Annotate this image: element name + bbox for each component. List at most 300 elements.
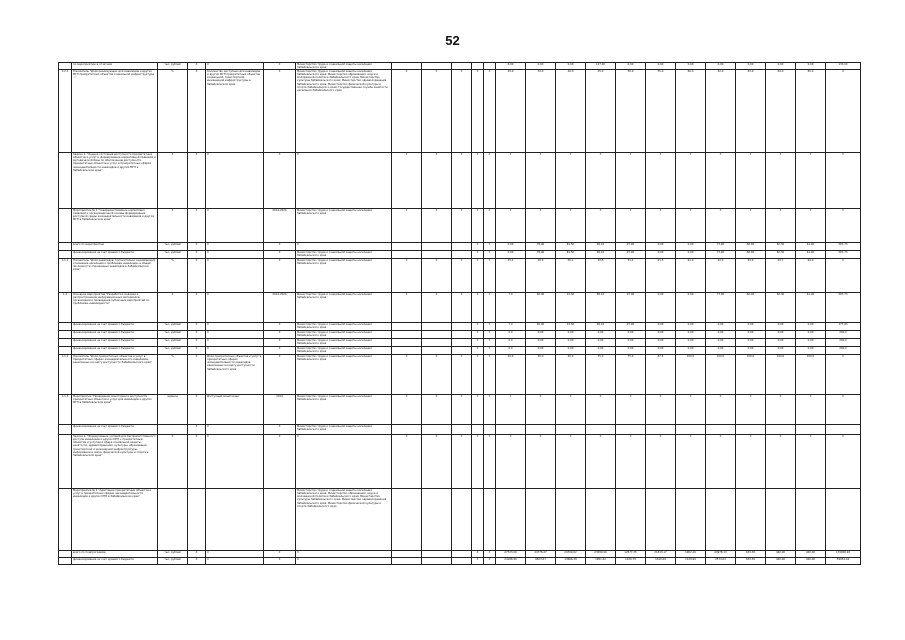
table-cell: X xyxy=(188,323,206,331)
table-cell: Министерство труда и социальной защиты населения Забайкальского края xyxy=(296,425,392,435)
table-cell: X xyxy=(206,435,264,489)
table-cell: Показатель "Доля инвалидов, положительно оценивающих отношение населения к проблемам инвалидов, в общей численности опрошенных инвалидов в Забайкальском крае" xyxy=(72,259,158,293)
table-row xyxy=(59,355,861,395)
table-row xyxy=(59,153,861,209)
table-cell: X xyxy=(616,395,646,425)
table-cell xyxy=(676,425,706,435)
table-cell: 81,50 xyxy=(556,243,586,251)
table-cell: 0,00 xyxy=(616,63,646,70)
table-cell: X xyxy=(766,395,796,425)
table-cell: Задача 2. "Формирование условий для беспрепятственного доступа инвалидов и других МГН к приоритетным объектам и услугам в сфере социальной защиты, занятости, здравоохранения, культуры, образования, транспортной и инженерной инфраструктуры, информации и связи, физической культуры и спорта в Забайкальском крае" xyxy=(72,435,158,489)
table-cell: 0,00 xyxy=(706,63,736,70)
table-cell: X xyxy=(296,153,392,209)
table-cell xyxy=(452,243,472,251)
table-cell xyxy=(392,323,422,331)
table-cell xyxy=(736,425,766,435)
table-cell: X xyxy=(556,209,586,243)
table-cell: X xyxy=(646,435,676,489)
table-cell: 0,00 xyxy=(556,63,586,70)
table-cell: X xyxy=(796,153,826,209)
table-cell: X xyxy=(766,209,796,243)
table-cell: X xyxy=(422,153,452,209)
table-cell: X xyxy=(188,558,206,565)
table-cell xyxy=(496,489,526,551)
table-cell xyxy=(484,425,496,435)
table-cell: 45,2 xyxy=(496,259,526,293)
table-cell: 440,00 xyxy=(766,558,796,565)
table-cell: 73,90 xyxy=(706,243,736,251)
table-cell: X xyxy=(586,435,616,489)
table-cell xyxy=(472,489,484,551)
table-cell xyxy=(422,558,452,565)
table-cell: 0,00 xyxy=(736,63,766,70)
table-cell: X xyxy=(264,259,296,293)
table-cell: X xyxy=(484,153,496,209)
table-cell: 633,30 xyxy=(736,558,766,565)
table-cell: Мероприятие "Проведение мониторинга доступности приоритетных объектов и услуг для инвалидов и других МГН в Забайкальском крае" xyxy=(72,395,158,425)
table-cell: % xyxy=(158,70,188,153)
table-cell: % xyxy=(158,355,188,395)
table-cell: X xyxy=(556,435,586,489)
table-cell: 60,30 xyxy=(766,251,796,259)
table-cell: X xyxy=(706,395,736,425)
table-cell: 81,50 xyxy=(556,251,586,259)
table-cell: X xyxy=(206,347,264,355)
table-cell: 73,90 xyxy=(706,251,736,259)
table-cell: X xyxy=(472,331,484,339)
table-cell: 60,40 xyxy=(736,293,766,323)
table-cell: 440,00 xyxy=(766,551,796,558)
table-cell: X xyxy=(484,259,496,293)
table-cell: X xyxy=(188,331,206,339)
table-cell: 0,00 xyxy=(496,243,526,251)
table-cell: X xyxy=(496,153,526,209)
table-cell: 50,0 xyxy=(616,70,646,153)
table-cell: 0,00 xyxy=(796,339,826,347)
table-cell: % xyxy=(158,259,188,293)
table-cell: X xyxy=(422,259,452,293)
table-cell: X xyxy=(264,347,296,355)
table-cell: X xyxy=(472,70,484,153)
table-cell: 27723,09 xyxy=(496,551,526,558)
table-cell: 63,0 xyxy=(736,70,766,153)
table-cell: 587,73 xyxy=(826,293,861,323)
table-cell xyxy=(484,489,496,551)
table-cell: 0,00 xyxy=(676,347,706,355)
table-cell: 63,7 xyxy=(766,259,796,293)
table-cell: тыс. рублей xyxy=(158,347,188,355)
table-cell xyxy=(586,425,616,435)
table-cell: 97,00 xyxy=(616,293,646,323)
table-cell xyxy=(452,347,472,355)
table-cell: 0,00 xyxy=(646,243,676,251)
table-cell: 1981,42 xyxy=(586,558,616,565)
table-cell xyxy=(392,551,422,558)
table-cell: 1.1.3 xyxy=(59,395,72,425)
table-cell xyxy=(452,323,472,331)
table-cell: 0,00 xyxy=(646,323,676,331)
table-cell: X xyxy=(796,209,826,243)
table-cell xyxy=(59,323,72,331)
table-cell: X xyxy=(484,558,496,565)
table-row xyxy=(59,259,861,293)
table-cell: финансирование за счет краевого бюджета xyxy=(72,347,158,355)
table-cell: X xyxy=(188,395,206,425)
table-cell: X xyxy=(264,331,296,339)
table-cell: Количество доступных для инвалидов и других МГН приоритетных объектов социальной, транспортной, инженерной инфраструктуры в Забайкальском крае xyxy=(206,70,264,153)
table-cell: 2014-2020 xyxy=(264,293,296,323)
table-cell: 65,0 xyxy=(796,70,826,153)
table-cell: X xyxy=(484,70,496,153)
table-cell: 1.1.1 xyxy=(59,259,72,293)
table-cell xyxy=(766,425,796,435)
table-cell: 55,0 xyxy=(646,70,676,153)
table-cell: тыс. рублей xyxy=(158,251,188,259)
table-cell: 0,00 xyxy=(526,347,556,355)
table-cell xyxy=(59,558,72,565)
table-cell: X xyxy=(422,435,452,489)
table-cell xyxy=(392,243,422,251)
table-cell: 63,0 xyxy=(736,259,766,293)
table-cell: финансирование за счет краевого бюджета xyxy=(72,558,158,565)
table-cell: X xyxy=(264,435,296,489)
table-cell: Мероприятие № 1 "Совершенствование нормативно-правовой и организационной основы формирования доступной среды жизнедеятельности инвалидов и других МГН в Забайкальском крае" xyxy=(72,209,158,243)
table-cell xyxy=(422,551,452,558)
table-cell: 61,20 xyxy=(796,243,826,251)
table-cell: Министерство труда и социальной защиты населения Забайкальского края xyxy=(296,209,392,243)
table-cell: 29,0 xyxy=(496,70,526,153)
table-cell: X xyxy=(188,425,206,435)
table-cell: X xyxy=(452,293,472,323)
table-cell xyxy=(484,63,496,70)
table-cell: тыс. рублей xyxy=(158,331,188,339)
table-cell: 22,50 xyxy=(556,323,586,331)
table-cell: X xyxy=(616,153,646,209)
table-cell: X xyxy=(188,339,206,347)
table-cell: X xyxy=(296,551,392,558)
table-cell: X xyxy=(264,355,296,395)
table-cell xyxy=(452,558,472,565)
table-cell: X xyxy=(392,209,422,243)
table-cell: 2014-2020 xyxy=(264,209,296,243)
table-cell: 86,43 xyxy=(586,323,616,331)
table-cell xyxy=(826,489,861,551)
table-cell: 0,00 xyxy=(676,63,706,70)
table-cell: X xyxy=(452,153,472,209)
table-cell: X xyxy=(736,153,766,209)
table-cell: X xyxy=(206,251,264,259)
table-cell: X xyxy=(826,259,861,293)
table-cell xyxy=(706,489,736,551)
table-cell: X xyxy=(158,209,188,243)
table-cell: 440,00 xyxy=(796,551,826,558)
table-cell: 0,00 xyxy=(616,339,646,347)
table-cell xyxy=(452,339,472,347)
table-cell: X xyxy=(646,153,676,209)
table-cell: Основное мероприятие "Разработка, издание и распространение информационных материалов, организация и проведение публичных мероприятий по проблемам инвалидности" xyxy=(72,293,158,323)
table-cell xyxy=(676,489,706,551)
table-cell xyxy=(158,489,188,551)
table-cell: 1616,40 xyxy=(646,558,676,565)
table-cell: 9823,27 xyxy=(526,558,556,565)
table-cell xyxy=(586,489,616,551)
table-cell: X xyxy=(526,395,556,425)
table-cell: 0,00 xyxy=(706,339,736,347)
table-cell: X xyxy=(264,70,296,153)
table-cell: 0,00 xyxy=(586,331,616,339)
table-cell: X xyxy=(526,435,556,489)
table-cell: 60,00 xyxy=(526,293,556,323)
table-cell: 0,00 xyxy=(676,293,706,323)
table-cell: 86,43 xyxy=(586,251,616,259)
table-cell xyxy=(59,347,72,355)
table-cell: 49,0 xyxy=(526,259,556,293)
table-cell: X xyxy=(586,153,616,209)
table-cell xyxy=(472,425,484,435)
table-cell xyxy=(452,551,472,558)
table-cell: 179006,94 xyxy=(826,551,861,558)
table-cell: X xyxy=(736,395,766,425)
table-cell: X xyxy=(422,70,452,153)
table-cell: X xyxy=(188,153,206,209)
table-cell xyxy=(452,489,472,551)
table-cell: 177,93 xyxy=(826,323,861,331)
table-cell: 0,00 xyxy=(796,323,826,331)
table-cell: 0,00 xyxy=(706,323,736,331)
table-cell: 0,00 xyxy=(526,331,556,339)
table-cell: 0,00 xyxy=(676,331,706,339)
table-cell xyxy=(796,489,826,551)
table-cell: X xyxy=(206,259,264,293)
table-cell xyxy=(766,489,796,551)
table-cell: 21813,17 xyxy=(646,551,676,558)
table-cell: X xyxy=(392,395,422,425)
table-cell xyxy=(706,425,736,435)
table-cell: 0,00 xyxy=(676,339,706,347)
table-cell: 0,00 xyxy=(766,331,796,339)
table-row xyxy=(59,63,861,70)
table-cell: X xyxy=(188,70,206,153)
table-cell: Мероприятие № 1 "Адаптация приоритетных объектов и услуг в приоритетных сферах жизнедеятельности инвалидов и других МГН в Забайкальском крае" xyxy=(72,489,158,551)
table-cell xyxy=(392,347,422,355)
table-cell: X xyxy=(796,435,826,489)
table-cell xyxy=(392,558,422,565)
table-cell: X xyxy=(484,331,496,339)
table-cell: 45,0 xyxy=(556,355,586,395)
table-cell xyxy=(59,551,72,558)
table-cell: 97,00 xyxy=(616,251,646,259)
table-cell: X xyxy=(736,209,766,243)
table-cell xyxy=(59,425,72,435)
table-cell: Министерство труда и социальной защиты населения Забайкальского края xyxy=(296,355,392,395)
table-cell: 100,0 xyxy=(736,355,766,395)
table-cell: Министерство труда и социальной защиты населения Забайкальского края xyxy=(296,323,392,331)
table-cell xyxy=(646,489,676,551)
table-cell: 0,00 xyxy=(586,347,616,355)
table-cell: 78,00 xyxy=(526,251,556,259)
table-cell: X xyxy=(206,63,264,70)
table-cell: X xyxy=(206,331,264,339)
table-cell xyxy=(796,425,826,435)
table-cell: 40,0 xyxy=(556,70,586,153)
table-cell xyxy=(526,425,556,435)
table-cell: Министерство труда и социальной защиты населения Забайкальского края xyxy=(296,347,392,355)
table-cell: всего по мероприятию xyxy=(72,243,158,251)
table-cell: X xyxy=(484,339,496,347)
table-cell: X xyxy=(826,209,861,243)
table-cell: Показатель "Доля реализующих для инвалидов и других МГН приоритетных объектов социальной инфраструктуры ..." xyxy=(72,70,158,153)
table-cell: 24700,02 xyxy=(556,551,586,558)
table-cell: Министерство труда и социальной защиты населения Забайкальского края; Министерство образования, науки и молодежной политики Забайкальского края; Министерство культуры Забайкальского края; Министерство здравоохранения Забайкальского края; Министерство физической культуры и спорта Забайкальского края xyxy=(296,489,392,551)
table-cell: X xyxy=(826,435,861,489)
table-cell: 0,0 xyxy=(496,331,526,339)
table-cell: X xyxy=(392,153,422,209)
table-cell: 64,0 xyxy=(766,70,796,153)
table-cell: 440,00 xyxy=(796,558,826,565)
table-cell: 1129,90 xyxy=(676,558,706,565)
table-cell xyxy=(472,63,484,70)
table-cell xyxy=(392,63,422,70)
table-cell xyxy=(59,339,72,347)
table-cell: X xyxy=(422,209,452,243)
table-cell: X xyxy=(206,153,264,209)
table-cell: X xyxy=(472,209,484,243)
table-cell: 60,00 xyxy=(526,323,556,331)
table-cell xyxy=(392,339,422,347)
table-cell xyxy=(556,489,586,551)
table-cell: тыс. рублей xyxy=(158,551,188,558)
table-cell: X xyxy=(484,209,496,243)
table-cell: X xyxy=(188,63,206,70)
table-cell: 61,5 xyxy=(646,259,676,293)
table-cell: 0,00 xyxy=(796,331,826,339)
table-row xyxy=(59,323,861,331)
table-cell: 0,00 xyxy=(526,63,556,70)
table-cell: X xyxy=(484,551,496,558)
table-cell xyxy=(392,331,422,339)
table-cell: X xyxy=(206,293,264,323)
table-cell: 0,00 xyxy=(646,251,676,259)
table-cell: X xyxy=(206,425,264,435)
table-cell: Доступный мониторинг xyxy=(206,395,264,425)
table-cell: 0,00 xyxy=(676,243,706,251)
table-cell: 50,5 xyxy=(586,259,616,293)
table-cell: 1902,16 xyxy=(676,551,706,558)
table-cell: 0,00 xyxy=(706,347,736,355)
table-cell: 12577,35 xyxy=(616,551,646,558)
table-cell: X xyxy=(206,551,264,558)
table-cell: 97,00 xyxy=(616,323,646,331)
table-cell: 55,0 xyxy=(586,355,616,395)
table-cell: 0,00 xyxy=(766,339,796,347)
table-row xyxy=(59,395,861,425)
table-cell xyxy=(422,425,452,435)
table-cell: X xyxy=(206,558,264,565)
table-cell: X xyxy=(206,209,264,243)
table-cell: X xyxy=(676,153,706,209)
table-cell: Министерство труда и социальной защиты населения Забайкальского края xyxy=(296,251,392,259)
table-cell: единиц xyxy=(158,395,188,425)
table-cell: X xyxy=(392,259,422,293)
table-cell: X xyxy=(484,395,496,425)
table-cell xyxy=(646,425,676,435)
table-cell: 23589,90 xyxy=(586,551,616,558)
table-cell: X xyxy=(472,355,484,395)
table-cell: X xyxy=(646,209,676,243)
table-cell xyxy=(736,489,766,551)
table-cell: 200,0 xyxy=(826,331,861,339)
table-cell: 60,40 xyxy=(736,251,766,259)
table-cell: X xyxy=(676,395,706,425)
table-cell: Доля приоритетных объектов и услуг в приоритетных сферах жизнедеятельности инвалидов, нанесенных на карту доступности Забайкальского края xyxy=(206,355,264,395)
table-cell xyxy=(206,489,264,551)
table-row xyxy=(59,209,861,243)
table-cell: X xyxy=(296,558,392,565)
table-cell: 44778,27 xyxy=(526,551,556,558)
table-cell: X xyxy=(452,395,472,425)
table-cell xyxy=(392,489,422,551)
table-cell: 0,00 xyxy=(706,331,736,339)
table-cell: 127,00 xyxy=(586,63,616,70)
table-cell: Министерство труда и социальной защиты населения Забайкальского края xyxy=(296,331,392,339)
table-cell: 75,0 xyxy=(616,355,646,395)
table-cell xyxy=(59,489,72,551)
table-row xyxy=(59,425,861,435)
table-cell: 2.2.1 xyxy=(59,70,72,153)
table-cell: X xyxy=(206,323,264,331)
table-cell xyxy=(59,251,72,259)
table-cell: 0,00 xyxy=(646,347,676,355)
table-cell: 20978,13 xyxy=(706,551,736,558)
table-cell: 2014 xyxy=(264,395,296,425)
table-cell: 0,00 xyxy=(796,347,826,355)
table-cell: X xyxy=(646,395,676,425)
table-cell: 0,00 xyxy=(616,347,646,355)
table-cell: 7,0 xyxy=(496,293,526,323)
table-cell: 0,00 xyxy=(646,339,676,347)
table-cell: X xyxy=(188,551,206,558)
table-cell: Министерство труда и социальной защиты населения Забайкальского края; Министерство образования, науки и молодежной политики Забайкальского края; Министерство культуры Забайкальского края; Министерство здравоохранения Забайкальского края; Министерство физической культуры и спорта Забайкальского края; Государственная служба занятости населения Забайкальского края xyxy=(296,70,392,153)
table-cell: 60,30 xyxy=(766,293,796,323)
table-cell: 30,0 xyxy=(526,355,556,395)
table-cell: X xyxy=(796,395,826,425)
table-cell: 100,0 xyxy=(766,355,796,395)
table-cell xyxy=(264,489,296,551)
table-cell: X xyxy=(188,243,206,251)
table-cell: 0,00 xyxy=(736,347,766,355)
table-cell: 0,00 xyxy=(586,339,616,347)
table-cell: X xyxy=(188,251,206,259)
table-cell: 0,00 xyxy=(616,331,646,339)
table-cell: 0,00 xyxy=(736,339,766,347)
table-cell: 22,50 xyxy=(556,293,586,323)
table-cell: X xyxy=(422,355,452,395)
table-cell: 20,0 xyxy=(496,355,526,395)
table-cell xyxy=(616,425,646,435)
table-cell: X xyxy=(264,63,296,70)
table-cell: X xyxy=(472,153,484,209)
table-cell: X xyxy=(484,347,496,355)
table-cell: 61,20 xyxy=(796,251,826,259)
table-cell: финансирование за счет краевого бюджета xyxy=(72,251,158,259)
table-row xyxy=(59,558,861,565)
table-cell: 587,73 xyxy=(826,251,861,259)
table-cell: X xyxy=(556,153,586,209)
table-cell xyxy=(59,435,72,489)
table-cell: X xyxy=(472,323,484,331)
table-cell: 100,0 xyxy=(676,355,706,395)
table-cell: X xyxy=(452,209,472,243)
